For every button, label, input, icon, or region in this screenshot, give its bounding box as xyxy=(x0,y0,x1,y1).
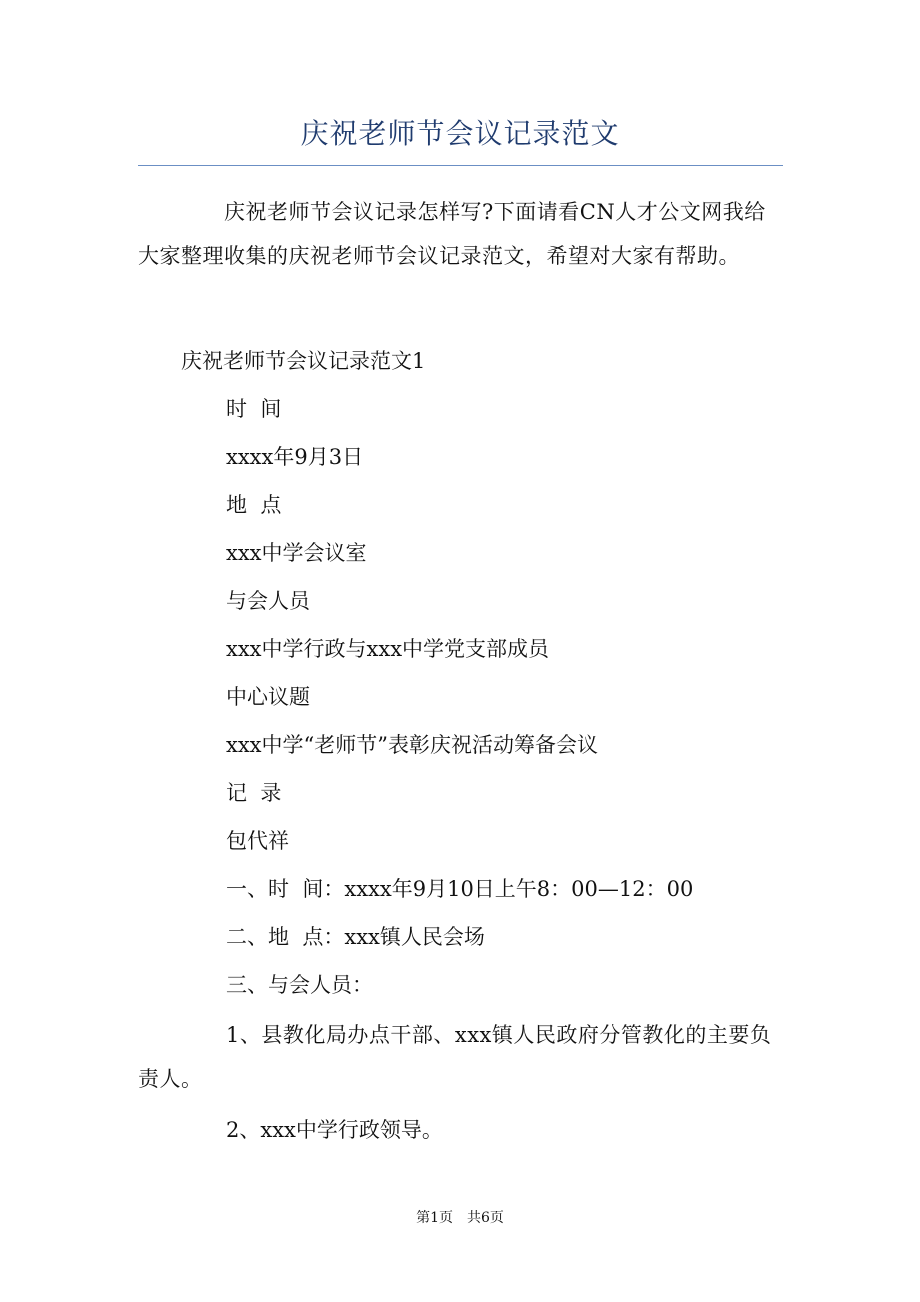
title-divider xyxy=(138,165,783,166)
page-total: 共6页 xyxy=(467,1210,504,1226)
document-title: 庆祝老师节会议记录范文 xyxy=(300,117,620,150)
field-label-attendees: 与会人员 xyxy=(226,589,310,613)
field-value-topic: xxx中学“老师节”表彰庆祝活动筹备会议 xyxy=(226,733,599,757)
agenda-time: 一、时 间：xxxx年9月10日上午8：00—12：00 xyxy=(226,877,694,901)
field-label-topic: 中心议题 xyxy=(226,685,310,709)
agenda-attendees-heading: 三、与会人员： xyxy=(226,973,373,997)
intro-paragraph: 庆祝老师节会议记录怎样写?下面请看CN人才公文网我给大家整理收集的庆祝老师节会议记录范文，希望对大家有帮助。 xyxy=(138,200,766,268)
field-value-attendees: xxx中学行政与xxx中学党支部成员 xyxy=(226,637,550,661)
page-footer xyxy=(0,1208,920,1228)
agenda-place: 二、地 点：xxx镇人民会场 xyxy=(226,925,485,949)
field-value-recorder: 包代祥 xyxy=(226,829,289,853)
field-value-place: xxx中学会议室 xyxy=(226,541,367,565)
field-label-time: 时 间 xyxy=(226,397,282,421)
field-label-recorder: 记 录 xyxy=(226,781,282,805)
attendee-item-1: 1、县教化局办点干部、xxx镇人民政府分管教化的主要负责人。 xyxy=(138,1023,772,1091)
field-label-place: 地 点 xyxy=(226,493,282,517)
attendee-item-2: 2、xxx中学行政领导。 xyxy=(226,1118,443,1142)
page-number: 第1页 xyxy=(416,1210,453,1226)
field-value-time: xxxx年9月3日 xyxy=(226,445,364,469)
section-heading: 庆祝老师节会议记录范文1 xyxy=(181,349,426,373)
